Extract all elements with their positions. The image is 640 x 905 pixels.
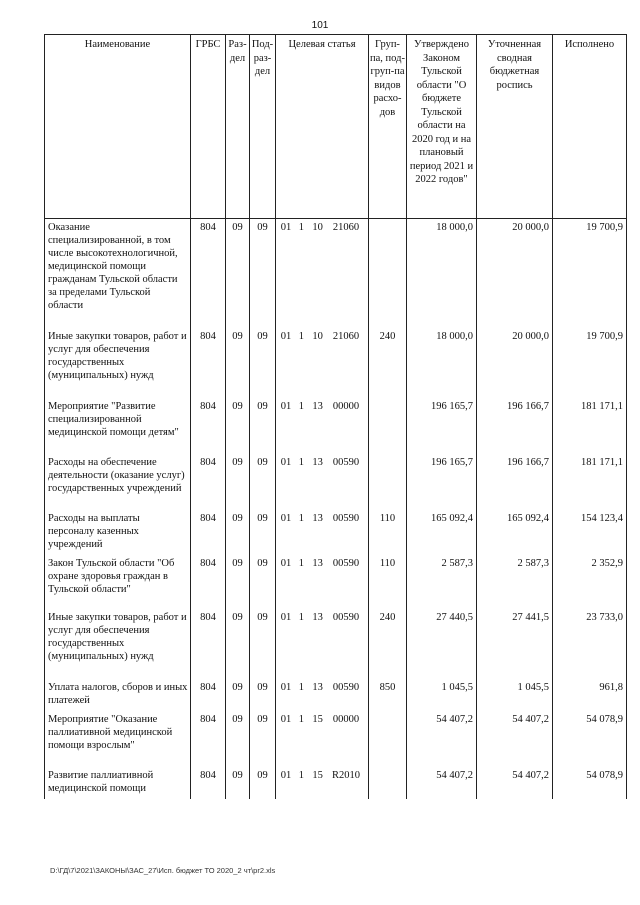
header-ispolneno: Исполнено — [553, 35, 627, 219]
table-row — [45, 609, 627, 679]
row-utoch: 54 407,2 — [477, 767, 553, 799]
row-razdel: 09 — [226, 555, 250, 609]
row-name: Расходы на выплаты персоналу казенных учреждений — [45, 510, 191, 555]
row-utoch: 20 000,0 — [477, 219, 553, 329]
row-isp: 54 078,9 — [553, 711, 627, 767]
table-row — [45, 398, 627, 454]
row-isp: 154 123,4 — [553, 510, 627, 555]
row-utoch: 196 166,7 — [477, 398, 553, 454]
row-name: Иные закупки товаров, работ и услуг для обеспечения государственных (муниципальных) нужд — [45, 328, 191, 398]
row-celevaya: 01 1 15 00000 — [276, 711, 369, 767]
row-vr: 240 — [369, 609, 407, 679]
row-vr: 850 — [369, 679, 407, 711]
row-utv: 54 407,2 — [407, 711, 477, 767]
header-row — [45, 35, 627, 219]
header-razdel: Раз-дел — [226, 35, 250, 219]
row-utv: 196 165,7 — [407, 454, 477, 510]
row-razdel: 09 — [226, 679, 250, 711]
row-celevaya: 01 1 13 00590 — [276, 454, 369, 510]
row-razdel: 09 — [226, 328, 250, 398]
row-razdel: 09 — [226, 711, 250, 767]
row-name: Мероприятие "Оказание паллиативной медицинской помощи взрослым" — [45, 711, 191, 767]
row-utv: 165 092,4 — [407, 510, 477, 555]
row-isp: 19 700,9 — [553, 328, 627, 398]
row-celevaya: 01 1 10 21060 — [276, 328, 369, 398]
row-razdel: 09 — [226, 219, 250, 329]
row-celevaya: 01 1 13 00590 — [276, 609, 369, 679]
row-vr — [369, 398, 407, 454]
row-utv: 18 000,0 — [407, 219, 477, 329]
row-vr: 110 — [369, 510, 407, 555]
row-isp: 23 733,0 — [553, 609, 627, 679]
table-row — [45, 767, 627, 799]
header-grbs: ГРБС — [191, 35, 226, 219]
row-utv: 27 440,5 — [407, 609, 477, 679]
row-name: Развитие паллиативной медицинской помощи — [45, 767, 191, 799]
row-razdel: 09 — [226, 510, 250, 555]
row-name: Иные закупки товаров, работ и услуг для обеспечения государственных (муниципальных) нужд — [45, 609, 191, 679]
row-grbs: 804 — [191, 767, 226, 799]
row-podrazdel: 09 — [250, 555, 276, 609]
row-grbs: 804 — [191, 609, 226, 679]
row-celevaya: 01 1 13 00000 — [276, 398, 369, 454]
row-grbs: 804 — [191, 711, 226, 767]
file-path-footer: D:\ГД\7\2021\ЗАКОНЫ\ЗАС_27\Исп. бюджет ТО 2020_2 чт\pr2.xls — [50, 866, 276, 875]
row-podrazdel: 09 — [250, 454, 276, 510]
table-row — [45, 555, 627, 609]
row-isp: 19 700,9 — [553, 219, 627, 329]
row-podrazdel: 09 — [250, 328, 276, 398]
header-utochnennaya: Уточненная сводная бюджетная роспись — [477, 35, 553, 219]
row-razdel: 09 — [226, 454, 250, 510]
row-name: Расходы на обеспечение деятельности (оказание услуг) государственных учреждений — [45, 454, 191, 510]
row-celevaya: 01 1 15 R2010 — [276, 767, 369, 799]
header-name: Наименование — [45, 35, 191, 219]
row-utoch: 20 000,0 — [477, 328, 553, 398]
row-grbs: 804 — [191, 555, 226, 609]
row-celevaya: 01 1 13 00590 — [276, 510, 369, 555]
row-celevaya: 01 1 13 00590 — [276, 555, 369, 609]
row-isp: 961,8 — [553, 679, 627, 711]
row-vr: 110 — [369, 555, 407, 609]
row-utv: 2 587,3 — [407, 555, 477, 609]
row-utoch: 165 092,4 — [477, 510, 553, 555]
row-name: Закон Тульской области "Об охране здоровья граждан в Тульской области" — [45, 555, 191, 609]
row-grbs: 804 — [191, 454, 226, 510]
row-celevaya: 01 1 10 21060 — [276, 219, 369, 329]
header-gruppa: Груп-па, под-груп-па видов расхо-дов — [369, 35, 407, 219]
row-utv: 196 165,7 — [407, 398, 477, 454]
row-vr — [369, 711, 407, 767]
row-podrazdel: 09 — [250, 767, 276, 799]
row-podrazdel: 09 — [250, 219, 276, 329]
row-celevaya: 01 1 13 00590 — [276, 679, 369, 711]
row-utv: 18 000,0 — [407, 328, 477, 398]
budget-table — [44, 34, 627, 799]
page-number: 101 — [311, 20, 329, 31]
header-utverzhdeno: Утверждено Законом Тульской области "О бюджете Тульской области на 2020 год и на плановый период 2021 и 2022 годов" — [407, 35, 477, 219]
row-podrazdel: 09 — [250, 398, 276, 454]
row-isp: 181 171,1 — [553, 398, 627, 454]
row-utoch: 196 166,7 — [477, 454, 553, 510]
row-podrazdel: 09 — [250, 510, 276, 555]
table-row — [45, 510, 627, 555]
row-grbs: 804 — [191, 679, 226, 711]
row-vr: 240 — [369, 328, 407, 398]
row-isp: 181 171,1 — [553, 454, 627, 510]
row-grbs: 804 — [191, 219, 226, 329]
row-isp: 2 352,9 — [553, 555, 627, 609]
row-podrazdel: 09 — [250, 679, 276, 711]
row-utoch: 27 441,5 — [477, 609, 553, 679]
table-row — [45, 679, 627, 711]
row-utoch: 2 587,3 — [477, 555, 553, 609]
table-row — [45, 328, 627, 398]
row-razdel: 09 — [226, 398, 250, 454]
table-row — [45, 711, 627, 767]
row-name: Мероприятие "Развитие специализированной медицинской помощи детям" — [45, 398, 191, 454]
row-utv: 1 045,5 — [407, 679, 477, 711]
row-grbs: 804 — [191, 398, 226, 454]
row-name: Оказание специализированной, в том числе высокотехнологичной, медицинской помощи гражданам Тульской области за пределами Тульской области — [45, 219, 191, 329]
row-razdel: 09 — [226, 609, 250, 679]
row-grbs: 804 — [191, 328, 226, 398]
row-utoch: 54 407,2 — [477, 711, 553, 767]
row-vr — [369, 219, 407, 329]
table-row — [45, 219, 627, 329]
row-vr — [369, 767, 407, 799]
row-podrazdel: 09 — [250, 711, 276, 767]
row-grbs: 804 — [191, 510, 226, 555]
row-isp: 54 078,9 — [553, 767, 627, 799]
table-row — [45, 454, 627, 510]
row-razdel: 09 — [226, 767, 250, 799]
row-name: Уплата налогов, сборов и иных платежей — [45, 679, 191, 711]
header-celevaya: Целевая статья — [276, 35, 369, 219]
row-podrazdel: 09 — [250, 609, 276, 679]
row-utv: 54 407,2 — [407, 767, 477, 799]
table-body — [45, 219, 627, 800]
row-vr — [369, 454, 407, 510]
row-utoch: 1 045,5 — [477, 679, 553, 711]
header-podrazdel: Под-раз-дел — [250, 35, 276, 219]
